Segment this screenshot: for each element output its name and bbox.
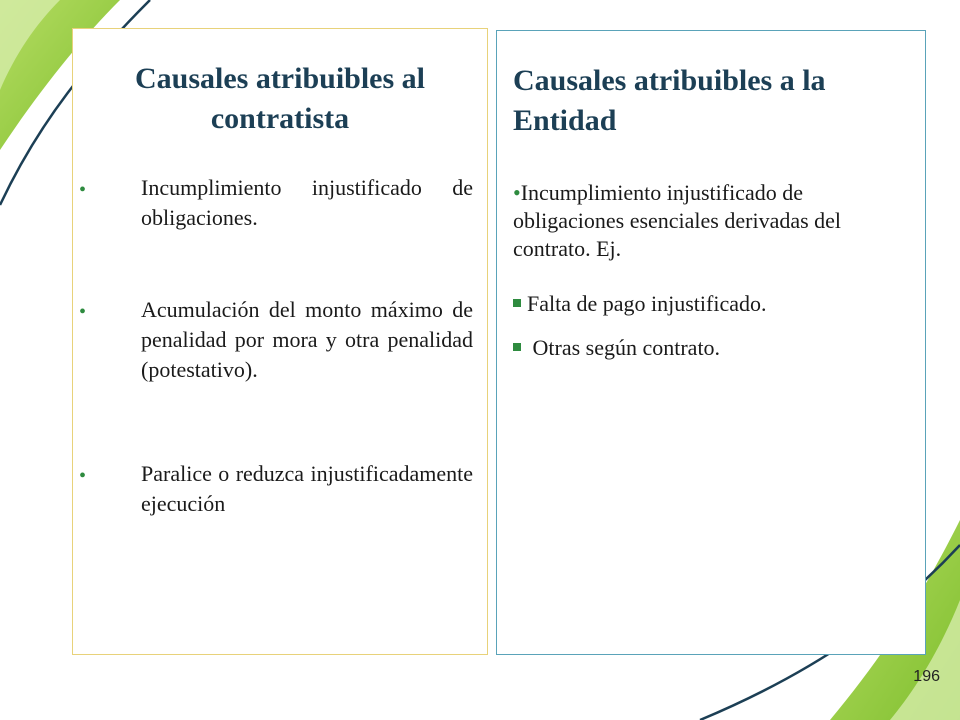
- left-item-1: Incumplimiento injustificado de obligaciones.: [141, 175, 473, 230]
- right-item-text: Falta de pago injustificado.: [527, 291, 767, 316]
- right-panel-title: Causales atribuibles a la Entidad: [513, 64, 826, 137]
- bullet-dot: •: [513, 180, 521, 205]
- right-intro: [513, 179, 883, 263]
- right-panel: [496, 30, 926, 655]
- bullet-dot: •: [79, 179, 87, 201]
- right-item-1: [513, 289, 883, 319]
- right-intro-text: Incumplimiento injustificado de obligaciones esenciales derivadas del contrato. Ej.: [513, 180, 842, 261]
- square-bullet-icon: [513, 299, 521, 307]
- square-bullet-icon: [513, 343, 521, 351]
- bullet-dot: •: [79, 465, 87, 487]
- right-item-2: [513, 333, 883, 363]
- left-item-2: Acumulación del monto máximo de penalidad por mora y otra penalidad (potestativo).: [141, 297, 473, 382]
- right-item-text: Otras según contrato.: [527, 335, 721, 360]
- page-number: 196: [913, 668, 940, 685]
- bullet-dot: •: [79, 301, 87, 323]
- left-panel: [72, 28, 488, 655]
- left-panel-title: Causales atribuibles al contratista: [134, 62, 426, 135]
- left-item-3: Paralice o reduzca injustificadamente ejecución: [141, 461, 473, 516]
